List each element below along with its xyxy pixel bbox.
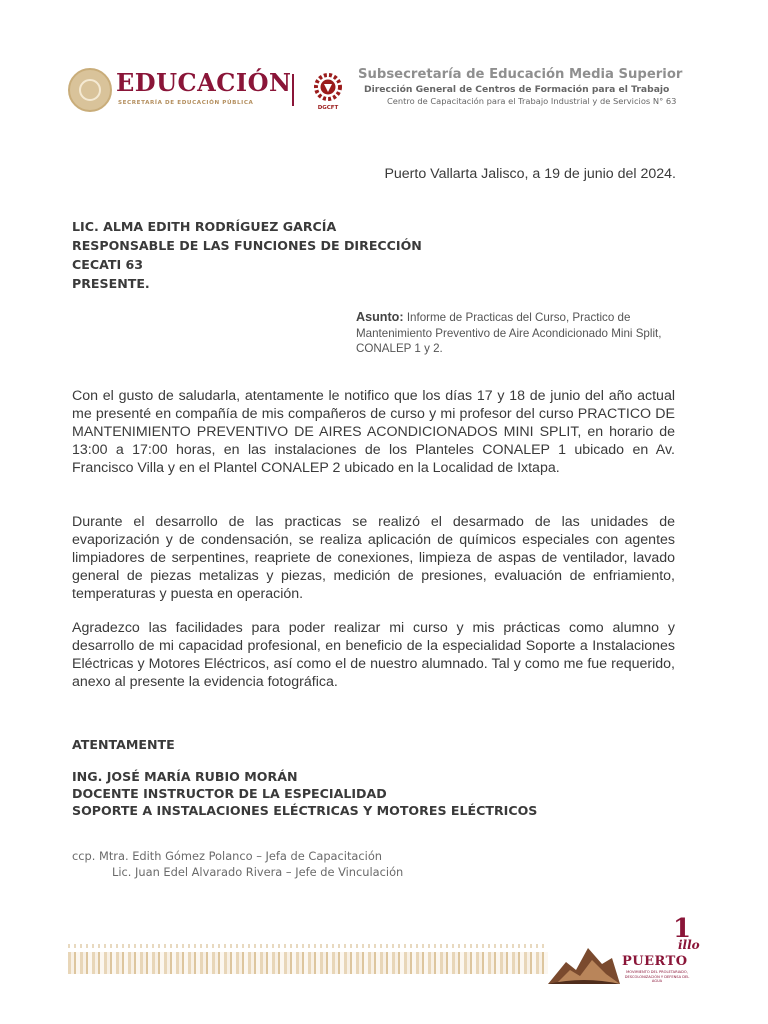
signer-name: ING. JOSÉ MARÍA RUBIO MORÁN [72,769,298,784]
puerto-number: 1 [673,914,692,944]
logo-divider [292,74,294,106]
subsecretaria-title: Subsecretaría de Educación Media Superior [358,67,683,82]
ccp-line-1: ccp. Mtra. Edith Gómez Polanco – Jefa de Capacitación [72,849,383,863]
signer-role: DOCENTE INSTRUCTOR DE LA ESPECIALIDAD [72,786,387,801]
government-seal-logo [68,68,112,112]
dgcft-label: DGCFT [317,105,339,111]
addressee-block [72,217,422,293]
subject-label: Asunto: [356,310,404,324]
direccion-general-title: Dirección General de Centros de Formación para el Trabajo [364,84,670,95]
closing-atentamente: ATENTAMENTE [72,737,175,752]
footer-pattern-band [68,952,548,974]
centro-title: Centro de Capacitación para el Trabajo Industrial y de Servicios N° 63 [387,96,677,106]
signer-specialty: SOPORTE A INSTALACIONES ELÉCTRICAS Y MOTORES ELÉCTRICOS [72,803,538,818]
puerto-word: PUERTO [622,954,688,969]
letter-date: Puerto Vallarta Jalisco, a 19 de junio del 2024. [384,166,676,182]
ccp-block [72,848,403,880]
addressee-institution: CECATI 63 [72,257,144,272]
educacion-logo-title: EDUCACIÓN [116,68,292,97]
addressee-name: LIC. ALMA EDITH RODRÍGUEZ GARCÍA [72,219,337,234]
subject-text: Informe de Practicas del Curso, Practico de Mantenimiento Preventivo de Aire Acondicionado Mini Split, CONALEP 1 y 2. [356,311,662,355]
addressee-role: RESPONSABLE DE LAS FUNCIONES DE DIRECCIÓN [72,238,422,253]
sep-logo-subtitle: SECRETARÍA DE EDUCACIÓN PÚBLICA [118,100,254,106]
signer-block [72,768,537,819]
puerto-mountain-graphic [548,940,620,986]
puerto-script: illo [678,938,700,952]
subject-block [356,310,686,357]
dgcft-gear-logo [311,70,345,104]
addressee-presente: PRESENTE. [72,276,150,291]
seal-eagle-icon [79,79,101,101]
puerto-small-text: MOVIMIENTO DEL PROLETARIADO, DESCOLONIZACIÓN Y DEFENSA DEL AGUA [624,970,690,983]
body-paragraph-1: Con el gusto de saludarla, atentamente le notifico que los días 17 y 18 de junio del año actual me presenté en compañía de mis compañeros de curso y mi profesor del curso PRACTICO DE MANTENIMIENTO PREVENTIVO DE AIRES ACONDICIONADOS MINI SPLIT, en horario de 13:00 a 17:00 horas, en las instalaciones de los Planteles CONALEP 1 ubicado en Av. Francisco Villa y en el Plantel CONALEP 2 ubicado en la Localidad de Ixtapa. [72,388,675,476]
ccp-line-2: Lic. Juan Edel Alvarado Rivera – Jefe de Vinculación [112,865,404,879]
body-paragraph-3: Agradezco las facilidades para poder realizar mi curso y mis prácticas como alumno y desarrollo de mi capacidad profesional, en beneficio de la especialidad Soporte a Instalaciones Eléctricas y Motores Eléctricos, así como el de nuestro alumnado. Tal y como me fue requerido, anexo al presente la evidencia fotográfica. [72,620,675,690]
footer-dots-decoration [68,944,548,948]
body-paragraph-2: Durante el desarrollo de las practicas se realizó el desarmado de las unidades de evaporización y de condensación, se realiza aplicación de químicos especiales con agentes limpiadores de serpentines, reapriete de conexiones, limpieza de aspas de ventilador, lavado general de piezas metalizas y piezas, medición de presiones, evaluación de enfriamiento, temperaturas y puesta en operación. [72,514,675,602]
